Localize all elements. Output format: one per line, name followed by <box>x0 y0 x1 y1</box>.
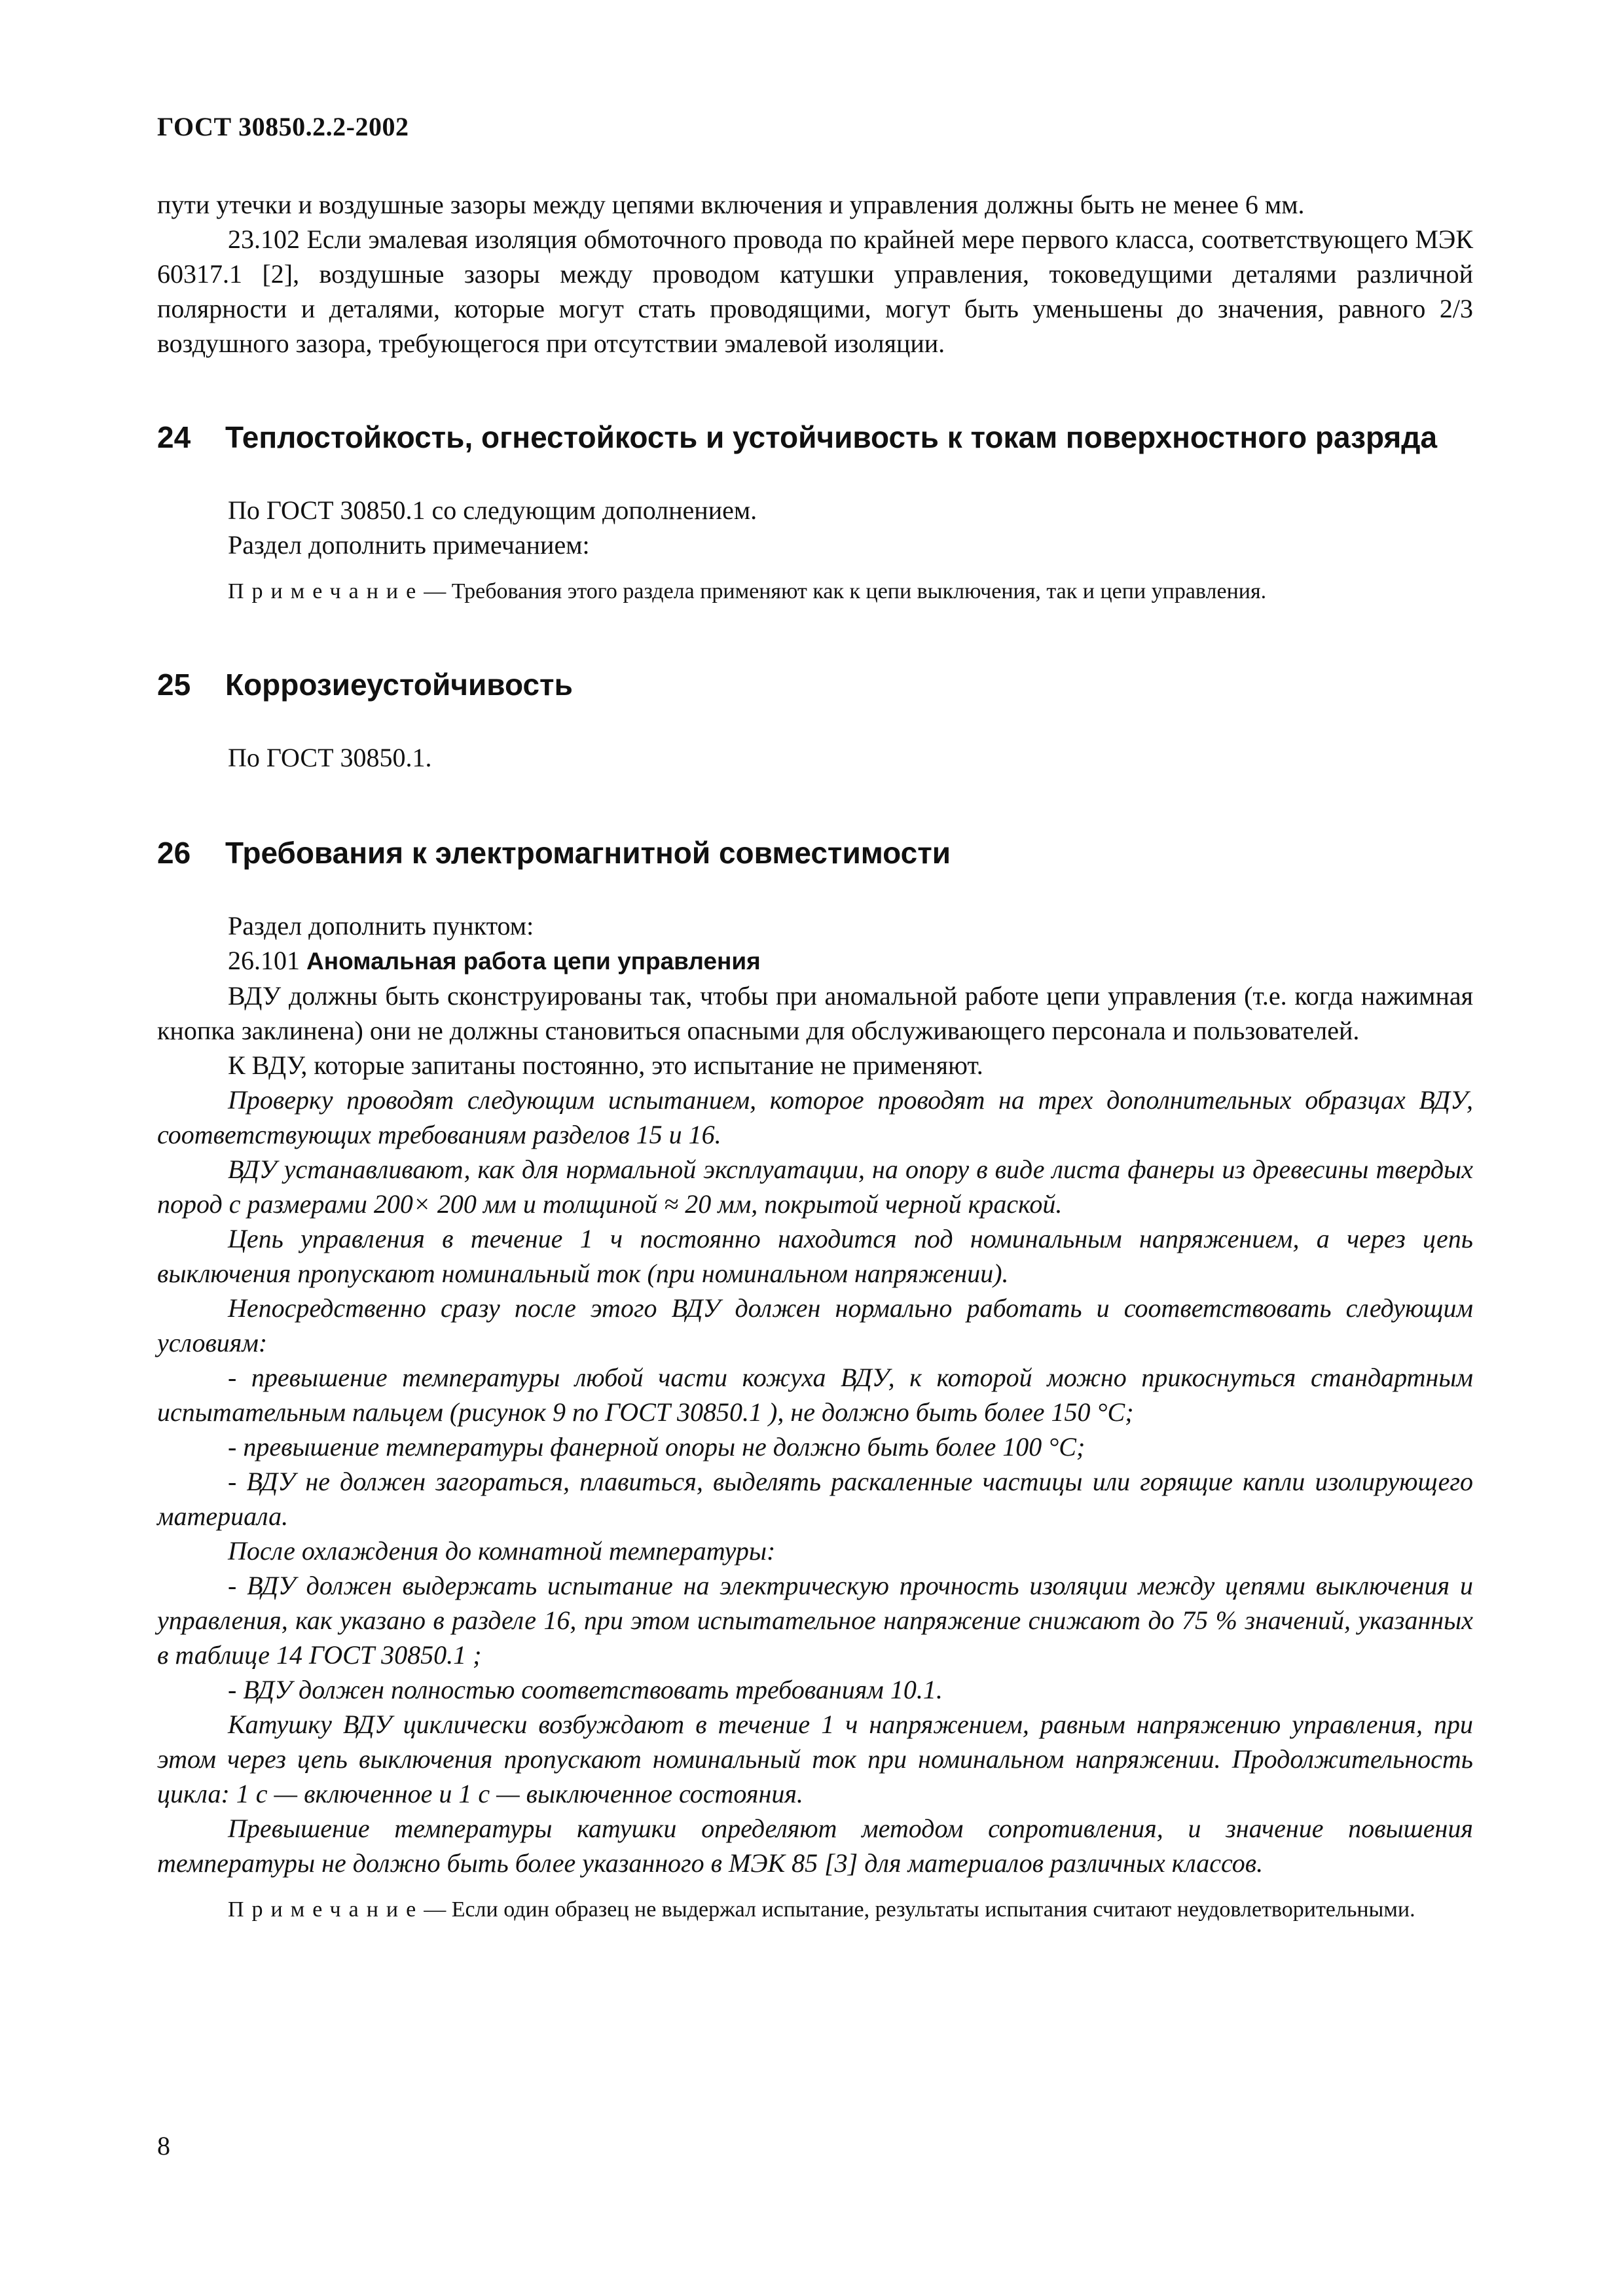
section-24-number: 24 <box>157 420 191 454</box>
section-26-note <box>157 1895 1473 1925</box>
note-label: Примечание <box>228 579 424 603</box>
test-list-item-3: - ВДУ не должен загораться, плавиться, выделять раскаленные частицы или горящие капли изолирующего материала. <box>157 1467 1473 1531</box>
section-24-heading <box>157 417 1473 457</box>
page-body <box>157 187 1473 1925</box>
test-list-item-1: - превышение температуры любой части кожуха ВДУ, к которой можно прикоснуться стандартным испытательным пальцем (рисунок 9 по ГОСТ 30850.1 ), не должно быть более 150 °С; <box>157 1363 1473 1427</box>
section-26-title: Требования к электромагнитной совместимости <box>225 836 951 870</box>
test-paragraph-1: Проверку проводят следующим испытанием, которое проводят на трех дополнительных образцах ВДУ, соответствующих требованиям разделов 15 и 16. <box>157 1085 1473 1149</box>
section-26-number: 26 <box>157 836 191 870</box>
section-25-number: 25 <box>157 668 191 702</box>
page-number: 8 <box>157 2131 170 2161</box>
test-paragraph-6: Катушку ВДУ циклически возбуждают в течение 1 ч напряжением, равным напряжению управления, при этом через цепь выключения пропускают номинальный ток при номинальном напряжении. Продолжительность цикла: 1 с — включенное и 1 с — выключенное состояния. <box>157 1710 1473 1808</box>
section-25-heading <box>157 664 1473 705</box>
note-text: — Требования этого раздела применяют как к цепи выключения, так и цепи управления. <box>424 579 1267 603</box>
clause-26-101-heading <box>157 943 1473 978</box>
clause-number: 26.101 <box>228 946 300 975</box>
test-list-item-4: - ВДУ должен выдержать испытание на электрическую прочность изоляции между цепями выключения и управления, как указано в разделе 16, при этом испытательное напряжение снижают до 75 % значений, указанных в таблице 14 ГОСТ 30850.1 ; <box>157 1571 1473 1670</box>
section-24-title: Теплостойкость, огнестойкость и устойчивость к токам поверхностного разряда <box>225 420 1438 454</box>
test-paragraph-4: Непосредственно сразу после этого ВДУ должен нормально работать и соответствовать следующим условиям: <box>157 1293 1473 1357</box>
test-paragraph-5: После охлаждения до комнатной температуры: <box>228 1536 776 1566</box>
test-list-item-2: - превышение температуры фанерной опоры не должно быть более 100 °С; <box>228 1432 1085 1462</box>
clause-title: Аномальная работа цепи управления <box>306 948 761 975</box>
section-26-heading <box>157 833 1473 873</box>
section-24-line-1: По ГОСТ 30850.1 со следующим дополнением. <box>228 495 757 525</box>
section-25-line-1: По ГОСТ 30850.1. <box>228 743 432 772</box>
test-paragraph-7: Превышение температуры катушки определяют методом сопротивления, и значение повышения температуры не должно быть более указанного в МЭК 85 [3] для материалов различных классов. <box>157 1814 1473 1878</box>
section-24-note <box>157 577 1473 607</box>
section-25-title: Коррозиеустойчивость <box>225 668 573 702</box>
section-24-line-2: Раздел дополнить примечанием: <box>228 530 590 560</box>
paragraph-continuation: пути утечки и воздушные зазоры между цепями включения и управления должны быть не менее 6 мм. <box>157 190 1305 219</box>
section-26-line-1: Раздел дополнить пунктом: <box>228 911 534 941</box>
paragraph-23-102: 23.102 Если эмалевая изоляция обмоточного провода по крайней мере первого класса, соответствующего МЭК 60317.1 [2], воздушные зазоры между проводом катушки управления, токоведущими деталями различной полярности и деталями, которые могут стать проводящими, могут быть уменьшены до значения, равного 2/3 воздушного зазора, требующегося при отсутствии эмалевой изоляции. <box>157 224 1473 358</box>
test-paragraph-2: ВДУ устанавливают, как для нормальной эксплуатации, на опору в виде листа фанеры из древесины твердых пород с размерами 200× 200 мм и толщиной ≈ 20 мм, покрытой черной краской. <box>157 1155 1473 1219</box>
note-label: Примечание <box>228 1897 424 1922</box>
clause-paragraph-2: К ВДУ, которые запитаны постоянно, это испытание не применяют. <box>228 1050 983 1080</box>
test-paragraph-3: Цепь управления в течение 1 ч постоянно находится под номинальным напряжением, а через цепь выключения пропускают номинальный ток (при номинальном напряжении). <box>157 1224 1473 1288</box>
clause-paragraph-1: ВДУ должны быть сконструированы так, чтобы при аномальной работе цепи управления (т.е. когда нажимная кнопка заклинена) они не должны становиться опасными для обслуживающего персонала и пользователей. <box>157 981 1473 1045</box>
note-text: — Если один образец не выдержал испытание, результаты испытания считают неудовлетворительными. <box>424 1897 1415 1922</box>
document-code-header: ГОСТ 30850.2.2-2002 <box>157 112 409 141</box>
test-list-item-5: - ВДУ должен полностью соответствовать требованиям 10.1. <box>228 1675 943 1704</box>
